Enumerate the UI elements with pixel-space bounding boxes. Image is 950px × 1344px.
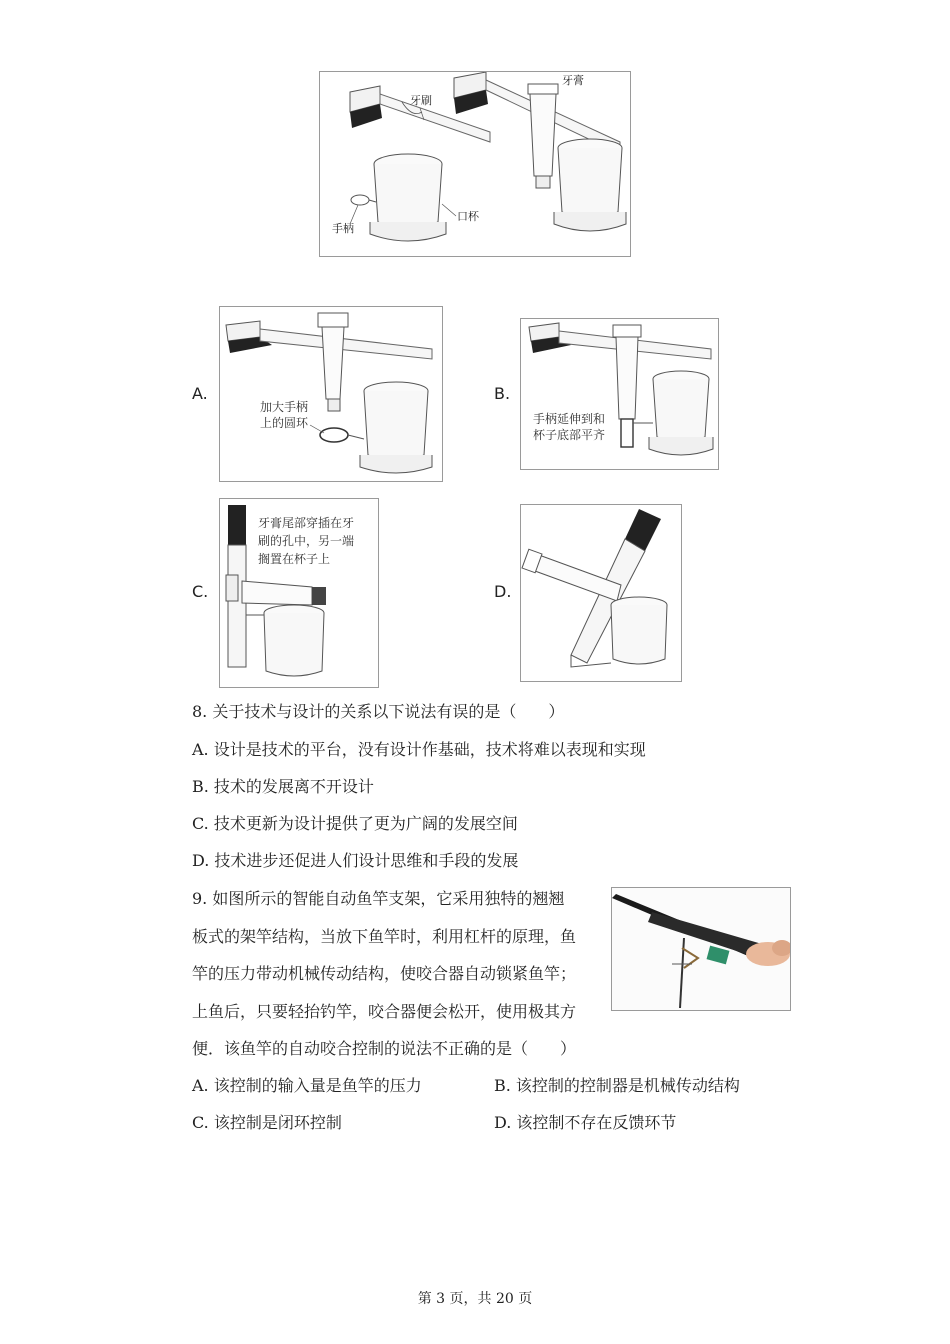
- q9-option-d: D. 该控制不存在反馈环节: [494, 1113, 677, 1132]
- q9-stem-line-4: 上鱼后，只要轻抬钓竿，咬合器便会松开，使用极其方: [192, 1002, 577, 1021]
- page-number: 第 3 页，共 20 页: [417, 1291, 533, 1307]
- q9-option-a: A. 该控制的输入量是鱼竿的压力: [192, 1076, 422, 1095]
- q8-option-a: A. 设计是技术的平台，没有设计作基础，技术将难以表现和实现: [192, 740, 646, 759]
- q9-stem-line-5: 便．该鱼竿的自动咬合控制的说法不正确的是（ ）: [192, 1039, 577, 1058]
- q9-option-b: B. 该控制的控制器是机械传动结构: [494, 1076, 740, 1095]
- option-a-figure: [219, 306, 443, 482]
- option-c-note-line-1: 牙膏尾部穿插在牙: [258, 516, 355, 530]
- option-c-illustration: [220, 499, 378, 687]
- label-handle: 手柄: [332, 222, 354, 235]
- fishing-rod-illustration: [612, 888, 790, 1010]
- q8-stem: 8. 关于技术与设计的关系以下说法有误的是（ ）: [192, 702, 565, 721]
- q8-option-d: D. 技术进步还促进人们设计思维和手段的发展: [192, 851, 519, 870]
- option-b-note-line-1: 手柄延伸到和: [533, 412, 606, 426]
- option-d-letter: D.: [494, 582, 512, 601]
- q9-stem-line-2: 板式的架竿结构，当放下鱼竿时，利用杠杆的原理，鱼: [192, 927, 577, 946]
- option-b-note-line-2: 杯子底部平齐: [533, 428, 606, 442]
- label-cup: 口杯: [457, 210, 479, 223]
- option-c-note-line-3: 搁置在杯子上: [258, 552, 331, 566]
- option-a-note-line-2: 上的圆环: [260, 416, 309, 430]
- option-c-figure: [219, 498, 379, 688]
- option-d-figure: [520, 504, 682, 682]
- option-c-note-line-2: 刷的孔中，另一端: [258, 534, 355, 548]
- q8-option-b: B. 技术的发展离不开设计: [192, 777, 374, 796]
- label-toothpaste: 牙膏: [562, 74, 584, 87]
- option-a-note-line-1: 加大手柄: [260, 400, 309, 414]
- q9-stem-line-1: 9. 如图所示的智能自动鱼竿支架，它采用独特的翘翘: [192, 889, 565, 908]
- option-c-letter: C.: [192, 582, 209, 601]
- q9-stem-line-3: 竿的压力带动机械传动结构，使咬合器自动锁紧鱼竿；: [192, 964, 577, 983]
- label-toothbrush: 牙刷: [410, 94, 432, 107]
- q8-option-c: C. 技术更新为设计提供了更为广阔的发展空间: [192, 814, 518, 833]
- option-d-illustration: [521, 505, 681, 681]
- q9-option-c: C. 该控制是闭环控制: [192, 1113, 342, 1132]
- top-figure: [319, 71, 631, 257]
- option-a-letter: A.: [192, 384, 208, 403]
- option-a-illustration: [220, 307, 442, 481]
- option-b-letter: B.: [494, 384, 511, 403]
- option-b-figure: [520, 318, 719, 470]
- fishing-rod-holder-photo: [611, 887, 791, 1011]
- toothbrush-holder-illustration: [320, 72, 630, 256]
- option-b-illustration: [521, 319, 718, 469]
